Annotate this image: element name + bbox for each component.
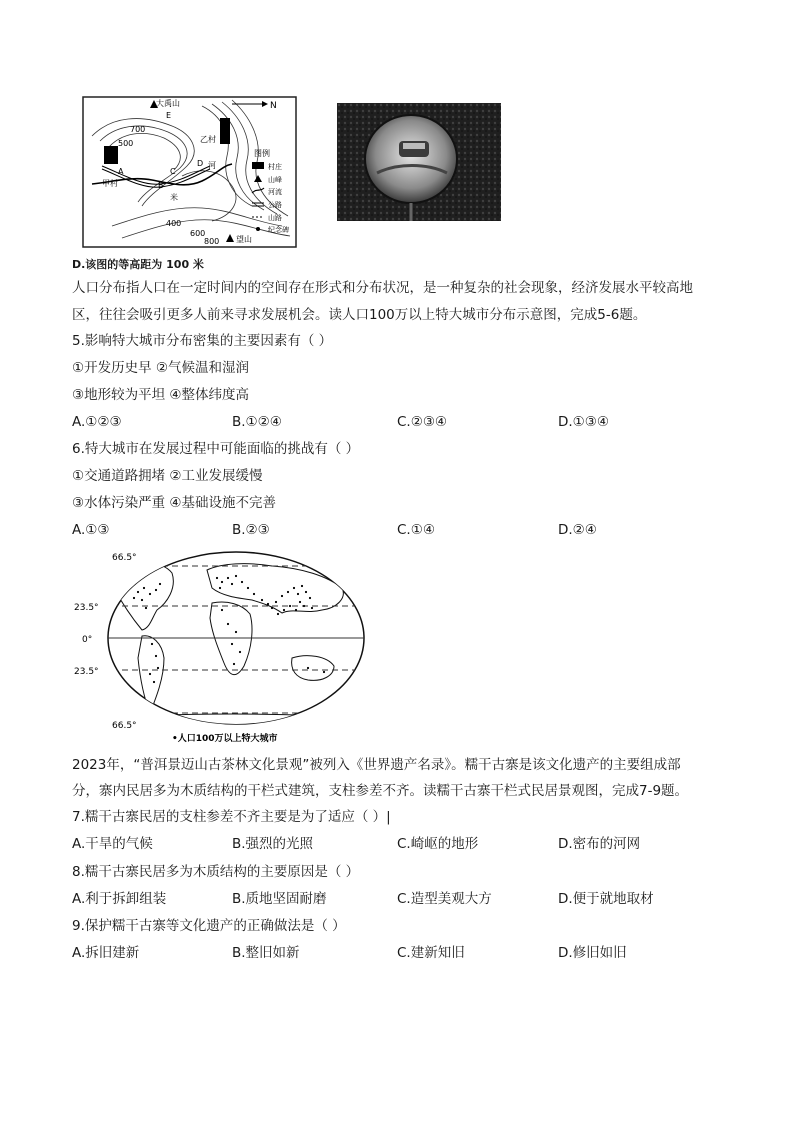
lat-label-66n: 66.5° — [112, 553, 137, 563]
svg-text:河: 河 — [208, 161, 216, 170]
svg-text:公路: 公路 — [268, 201, 282, 209]
q5-option-b[interactable]: B.①②④ — [232, 414, 282, 430]
svg-text:A: A — [118, 167, 124, 176]
world-map-caption: •人口100万以上特大城市 — [172, 734, 278, 744]
lat-label-23s: 23.5° — [74, 667, 99, 677]
dayushan-label: 大禹山 — [156, 99, 180, 108]
q8-option-d[interactable]: D.便于就地取材 — [558, 891, 654, 907]
contour-map — [82, 96, 297, 248]
peak-south-icon — [226, 234, 234, 242]
village-yi-marker — [220, 118, 230, 144]
q5-statement2: ③地形较为平坦 ④整体纬度高 — [72, 387, 249, 403]
svg-text:800: 800 — [204, 237, 220, 246]
q6-stem: 6.特大城市在发展过程中可能面临的挑战有（ ） — [72, 441, 360, 457]
q8-stem: 8.糯干古寨民居多为木质结构的主要原因是（ ） — [72, 864, 360, 880]
lat-label-23n: 23.5° — [74, 603, 99, 613]
q9-stem: 9.保护糯干古寨等文化遗产的正确做法是（ ） — [72, 918, 346, 934]
north-label: N — [270, 101, 277, 111]
q6-option-c[interactable]: C.①④ — [397, 522, 435, 538]
lat-label-66s: 66.5° — [112, 721, 137, 731]
passage1-line1: 人口分布指人口在一定时间内的空间存在形式和分布状况，是一种复杂的社会现象，经济发展水平较高地 — [72, 280, 693, 296]
q6-option-b[interactable]: B.②③ — [232, 522, 270, 538]
svg-text:400: 400 — [166, 219, 182, 228]
q5-option-d[interactable]: D.①③④ — [558, 414, 609, 430]
passage1-line2: 区，往往会吸引更多人前来寻求发展机会。读人口100万以上特大城市分布示意图，完成5-6题。 — [72, 307, 647, 323]
q9-option-d[interactable]: D.修旧如旧 — [558, 945, 627, 961]
q9-option-a[interactable]: A.拆旧建新 — [72, 945, 140, 961]
svg-text:纪念碑: 纪念碑 — [268, 226, 289, 234]
svg-text:甲村: 甲村 — [102, 179, 118, 188]
q5-stem: 5.影响特大城市分布密集的主要因素有（ ） — [72, 333, 333, 349]
passage2-line2: 分，寨内民居多为木质结构的干栏式建筑，支柱参差不齐。读糯干古寨干栏式民居景观图，完成7-9题。 — [72, 783, 689, 799]
q6-option-a[interactable]: A.①③ — [72, 522, 110, 538]
q7-option-a[interactable]: A.干旱的气候 — [72, 836, 153, 852]
q7-option-b[interactable]: B.强烈的光照 — [232, 836, 314, 852]
svg-text:700: 700 — [130, 125, 146, 134]
q7-option-c[interactable]: C.崎岖的地形 — [397, 836, 479, 852]
q6-option-d[interactable]: D.②④ — [558, 522, 597, 538]
q6-statement2: ③水体污染严重 ④基础设施不完善 — [72, 495, 276, 511]
q5-statement1: ①开发历史早 ②气候温和湿润 — [72, 360, 249, 376]
svg-text:500: 500 — [118, 139, 134, 148]
q5-option-c[interactable]: C.②③④ — [397, 414, 448, 430]
passage2-line1: 2023年，“普洱景迈山古茶林文化景观”被列入《世界遗产名录》。糯干古寨是该文化遗产的主要组成部 — [72, 757, 681, 773]
svg-text:C: C — [170, 167, 176, 176]
q9-option-c[interactable]: C.建新知旧 — [397, 945, 465, 961]
svg-text:望山: 望山 — [236, 235, 252, 244]
svg-text:山峰: 山峰 — [268, 176, 282, 184]
q8-option-c[interactable]: C.造型美观大方 — [397, 891, 492, 907]
svg-text:E: E — [166, 111, 172, 120]
q8-option-b[interactable]: B.质地坚固耐磨 — [232, 891, 327, 907]
svg-text:河流: 河流 — [268, 188, 282, 196]
svg-text:B: B — [158, 181, 164, 190]
svg-text:乙村: 乙村 — [200, 135, 216, 144]
prev-option-d: D.该图的等高距为 100 米 — [72, 258, 204, 271]
q9-option-b[interactable]: B.整旧如新 — [232, 945, 300, 961]
svg-text:村庄: 村庄 — [268, 163, 282, 171]
svg-text:米: 米 — [170, 193, 178, 202]
svg-text:图例: 图例 — [254, 149, 270, 158]
q8-option-a[interactable]: A.利于拆卸组装 — [72, 891, 167, 907]
village-jia-marker — [104, 146, 118, 164]
q7-stem: 7.糯干古寨民居的支柱参差不齐主要是为了适应（ ）| — [72, 809, 391, 825]
q6-statement1: ①交通道路拥堵 ②工业发展缓慢 — [72, 468, 263, 484]
svg-text:D: D — [197, 159, 204, 168]
q7-option-d[interactable]: D.密布的河网 — [558, 836, 641, 852]
world-city-map — [72, 548, 372, 744]
q5-option-a[interactable]: A.①②③ — [72, 414, 122, 430]
landscape-photo — [337, 103, 501, 221]
svg-text:山路: 山路 — [268, 214, 282, 222]
svg-text:600: 600 — [190, 229, 206, 238]
lat-label-0: 0° — [82, 635, 93, 645]
